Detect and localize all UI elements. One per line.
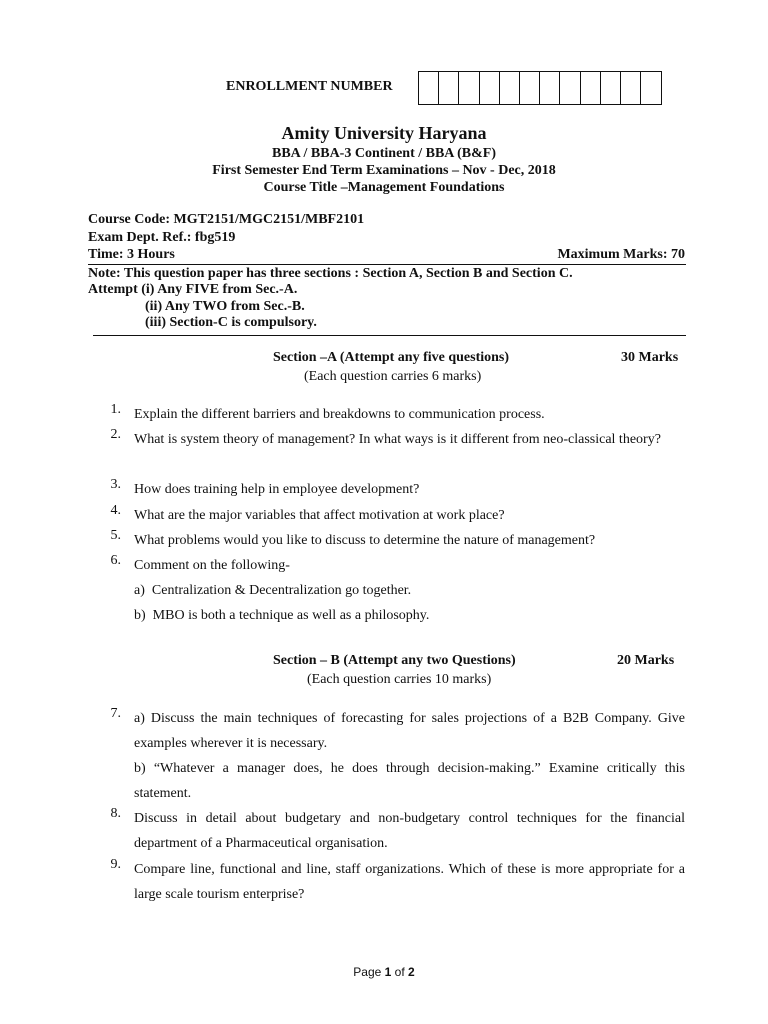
- question-number: 6.: [110, 553, 121, 568]
- enrollment-digit-box[interactable]: [419, 72, 439, 104]
- question-number: 7.: [110, 706, 121, 721]
- question-text: What is system theory of management? In what ways is it different from neo-classical theory?: [134, 432, 661, 447]
- section-a-subtitle: (Each question carries 6 marks): [304, 369, 482, 384]
- note-line: Note: This question paper has three sections : Section A, Section B and Section C.: [88, 266, 573, 281]
- maximum-marks: Maximum Marks: 70: [557, 247, 685, 262]
- question-text: Explain the different barriers and breakdowns to communication process.: [134, 407, 545, 422]
- section-b-marks: 20 Marks: [617, 653, 675, 668]
- question-text: b) “Whatever a manager does, he does through decision-making.” Examine critically this statement.: [134, 761, 685, 801]
- question-text: Comment on the following-: [134, 558, 290, 573]
- page-footer: [0, 965, 768, 979]
- note-attempt-line: (ii) Any TWO from Sec.-B.: [145, 299, 305, 314]
- exam-dept-ref: Exam Dept. Ref.: fbg519: [88, 230, 236, 245]
- section-b-subtitle: (Each question carries 10 marks): [307, 672, 492, 687]
- note-attempt-line: (iii) Section-C is compulsory.: [145, 315, 317, 330]
- subpart-item: [134, 578, 411, 603]
- enrollment-digit-box[interactable]: [601, 72, 621, 104]
- page-prefix: Page: [353, 965, 382, 979]
- course-title: Course Title –Management Foundations: [263, 180, 505, 195]
- enrollment-digit-box[interactable]: [520, 72, 540, 104]
- section-a-marks: 30 Marks: [621, 350, 679, 365]
- enrollment-digit-box[interactable]: [621, 72, 641, 104]
- section-a-title: Section –A (Attempt any five questions): [273, 350, 510, 365]
- enrollment-digit-box[interactable]: [500, 72, 520, 104]
- question-text: What problems would you like to discuss to determine the nature of management?: [134, 533, 596, 548]
- program-name: BBA / BBA-3 Continent / BBA (B&F): [271, 146, 497, 161]
- question-number: 4.: [110, 503, 121, 518]
- question-number: 5.: [110, 528, 121, 543]
- note-attempt-line: Attempt (i) Any FIVE from Sec.-A.: [88, 282, 298, 297]
- page-number: 1: [384, 965, 392, 979]
- question-text: Compare line, functional and line, staff organizations. Which of these is more appropriate for a large scale tourism enterprise?: [134, 862, 685, 902]
- question-number: 2.: [110, 427, 121, 442]
- section-b-title: Section – B (Attempt any two Questions): [273, 653, 516, 668]
- subpart-item: [134, 603, 429, 628]
- enrollment-number-boxes[interactable]: [418, 71, 662, 105]
- enrollment-digit-box[interactable]: [480, 72, 500, 104]
- exam-time: Time: 3 Hours: [88, 247, 175, 262]
- enrollment-digit-box[interactable]: [560, 72, 580, 104]
- question-text: What are the major variables that affect motivation at work place?: [134, 508, 505, 523]
- enrollment-digit-box[interactable]: [540, 72, 560, 104]
- enrollment-digit-box[interactable]: [581, 72, 601, 104]
- question-text: How does training help in employee development?: [134, 482, 420, 497]
- page-of: of: [394, 965, 405, 979]
- divider: [93, 335, 686, 336]
- enrollment-digit-box[interactable]: [459, 72, 479, 104]
- enrollment-digit-box[interactable]: [641, 72, 661, 104]
- question-text: a) Discuss the main techniques of forecasting for sales projections of a B2B Company. Give examples wherever it is necessary.: [134, 711, 685, 751]
- enrollment-label: ENROLLMENT NUMBER: [226, 79, 393, 94]
- subpart-text: MBO is both a technique as well as a philosophy.: [152, 608, 430, 623]
- enrollment-digit-box[interactable]: [439, 72, 459, 104]
- page-total: 2: [408, 965, 415, 979]
- divider: [88, 264, 686, 265]
- subpart-text: Centralization & Decentralization go together.: [151, 583, 412, 598]
- question-number: 3.: [110, 477, 121, 492]
- subpart-label: b): [134, 608, 146, 623]
- course-code: Course Code: MGT2151/MGC2151/MBF2101: [88, 212, 365, 227]
- question-text: Discuss in detail about budgetary and non-budgetary control techniques for the financial department of a Pharmaceutical organisation.: [134, 811, 685, 851]
- question-number: 9.: [110, 857, 121, 872]
- exam-name: First Semester End Term Examinations – Nov - Dec, 2018: [212, 163, 556, 178]
- university-name: Amity University Haryana: [281, 123, 487, 143]
- subpart-label: a): [134, 583, 145, 598]
- question-number: 1.: [110, 402, 121, 417]
- question-number: 8.: [110, 806, 121, 821]
